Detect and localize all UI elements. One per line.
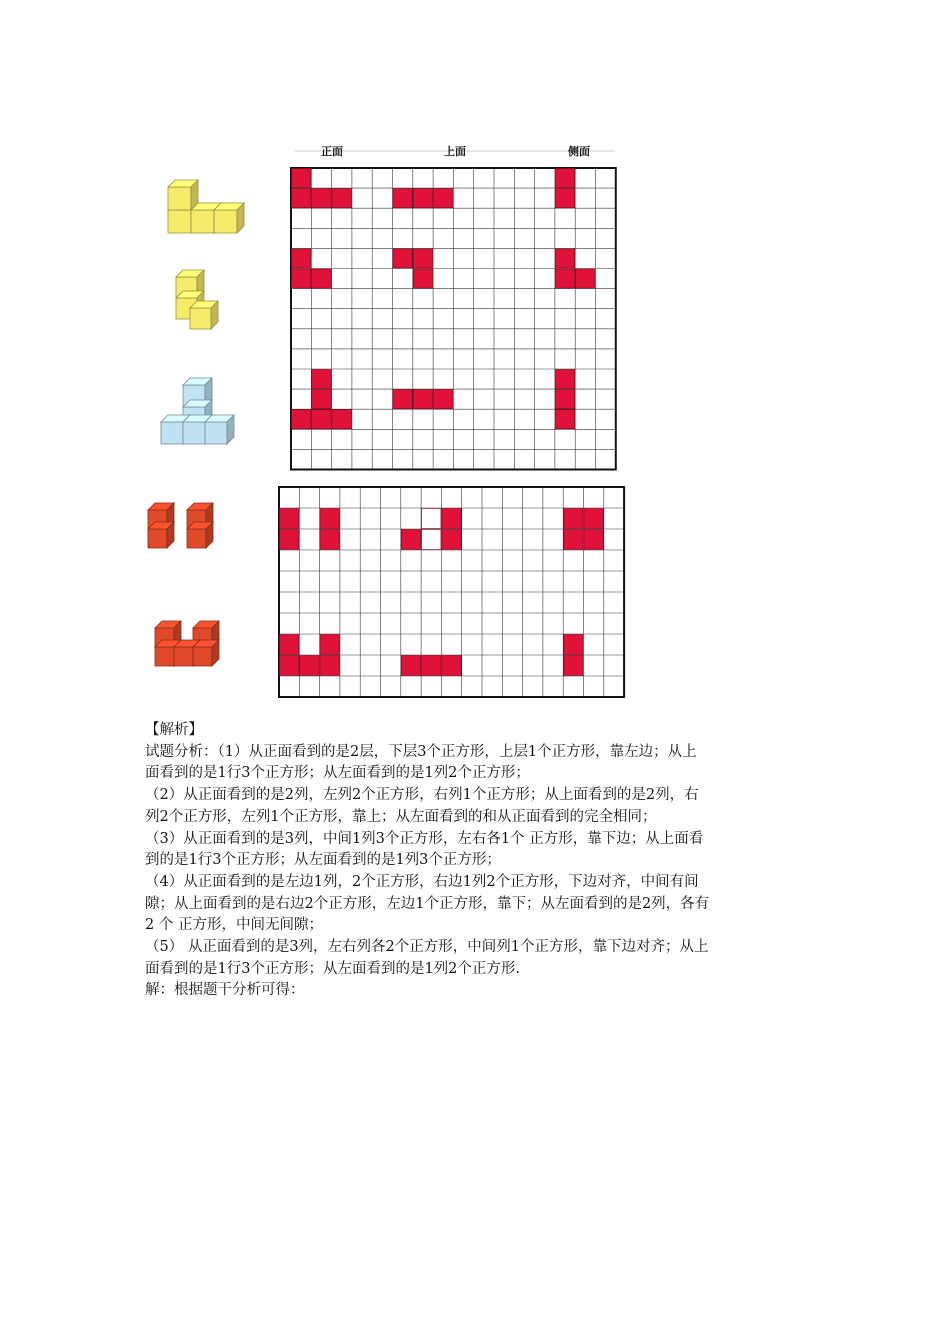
view-square — [442, 656, 461, 676]
view-square-empty — [422, 509, 441, 529]
view-square — [413, 269, 432, 288]
header-top: 上面 — [444, 145, 466, 158]
analysis-line: （4）从正面看到的是左边1列，2个正方形，右边1列2个正方形，下边对齐，中间有间 — [145, 873, 699, 890]
three-views-figure — [145, 135, 635, 710]
view-square — [434, 189, 453, 208]
view-square — [300, 656, 319, 676]
analysis-section — [145, 720, 805, 1002]
view-square — [292, 169, 311, 188]
view-square — [555, 169, 574, 188]
analysis-line: 解：根据题干分析可得： — [145, 982, 305, 999]
solid-4-cube — [148, 529, 167, 548]
view-square — [320, 509, 339, 529]
view-square — [312, 390, 331, 409]
view-square — [320, 656, 339, 676]
view-square — [564, 635, 583, 655]
view-square — [555, 189, 574, 208]
analysis-line: 隙；从上面看到的是右边2个正方形，左边1个正方形，靠下；从左面看到的是2列，各有 — [145, 895, 710, 912]
solid-3-cube — [205, 422, 227, 444]
analysis-line: 试题分析：（1）从正面看到的是2层，下层3个正方形，上层1个正方形，靠左边；从上 — [145, 743, 697, 760]
view-square-empty — [422, 530, 441, 550]
view-square — [555, 370, 574, 389]
view-square — [442, 530, 461, 550]
analysis-line: （5） 从正面看到的是3列，左右列各2个正方形，中间列1个正方形，靠下边对齐；从上 — [145, 939, 709, 956]
view-square — [393, 189, 412, 208]
view-square — [584, 509, 603, 529]
solid-1-cube — [214, 210, 237, 233]
view-square — [442, 509, 461, 529]
solid-3-cube — [161, 422, 183, 444]
view-square — [292, 410, 311, 429]
view-square — [413, 390, 432, 409]
view-square — [280, 656, 299, 676]
solid-4-cube — [187, 529, 206, 548]
analysis-heading: 【解析】 — [145, 722, 203, 738]
view-square — [564, 656, 583, 676]
view-square — [332, 410, 351, 429]
analysis-line: 列2个正方形，左列1个正方形，靠上；从左面看到的和从正面看到的完全相同； — [145, 808, 657, 825]
view-square — [555, 410, 574, 429]
view-square — [320, 530, 339, 550]
figure-canvas — [145, 135, 635, 710]
view-square — [312, 370, 331, 389]
solid-1-cube — [191, 210, 214, 233]
view-square — [393, 390, 412, 409]
solid-2-cube — [190, 308, 211, 329]
view-square — [280, 530, 299, 550]
view-square — [401, 530, 420, 550]
view-square — [393, 249, 412, 268]
analysis-line: （3）从正面看到的是3列，中间1列3个正方形，左右各1个 正方形，靠下边；从上面看 — [145, 830, 704, 847]
solid-1-cube — [168, 210, 191, 233]
view-square — [555, 390, 574, 409]
view-square — [312, 269, 331, 288]
view-square — [280, 635, 299, 655]
view-square — [434, 390, 453, 409]
solid-5-cube — [193, 647, 212, 666]
view-square — [332, 189, 351, 208]
view-square — [413, 249, 432, 268]
solid-1-cube — [168, 187, 191, 210]
view-square — [413, 189, 432, 208]
analysis-line: （2）从正面看到的是2列，左列2个正方形，右列1个正方形；从上面看到的是2列，右 — [145, 787, 699, 804]
view-square — [292, 269, 311, 288]
solid-3-cube — [183, 422, 205, 444]
view-square — [584, 530, 603, 550]
view-square — [555, 269, 574, 288]
analysis-line: 面看到的是1行3个正方形；从左面看到的是1列2个正方形； — [145, 765, 530, 782]
view-square — [564, 509, 583, 529]
view-square — [312, 410, 331, 429]
view-square — [422, 656, 441, 676]
view-square — [292, 249, 311, 268]
view-square — [280, 509, 299, 529]
view-square — [292, 189, 311, 208]
header-front: 正面 — [321, 145, 343, 158]
analysis-line: 面看到的是1行3个正方形；从左面看到的是1列2个正方形. — [145, 960, 521, 977]
view-square — [576, 269, 595, 288]
solid-5-cube — [155, 647, 174, 666]
solid-5-cube — [174, 647, 193, 666]
view-square — [312, 189, 331, 208]
view-square — [564, 530, 583, 550]
view-square — [401, 656, 420, 676]
header-side: 侧面 — [568, 145, 590, 158]
view-square — [555, 249, 574, 268]
analysis-line: 到的是1行3个正方形；从左面看到的是1列3个正方形； — [145, 852, 501, 869]
analysis-line: 2 个 正方形，中间无间隙； — [145, 917, 323, 934]
view-square — [320, 635, 339, 655]
